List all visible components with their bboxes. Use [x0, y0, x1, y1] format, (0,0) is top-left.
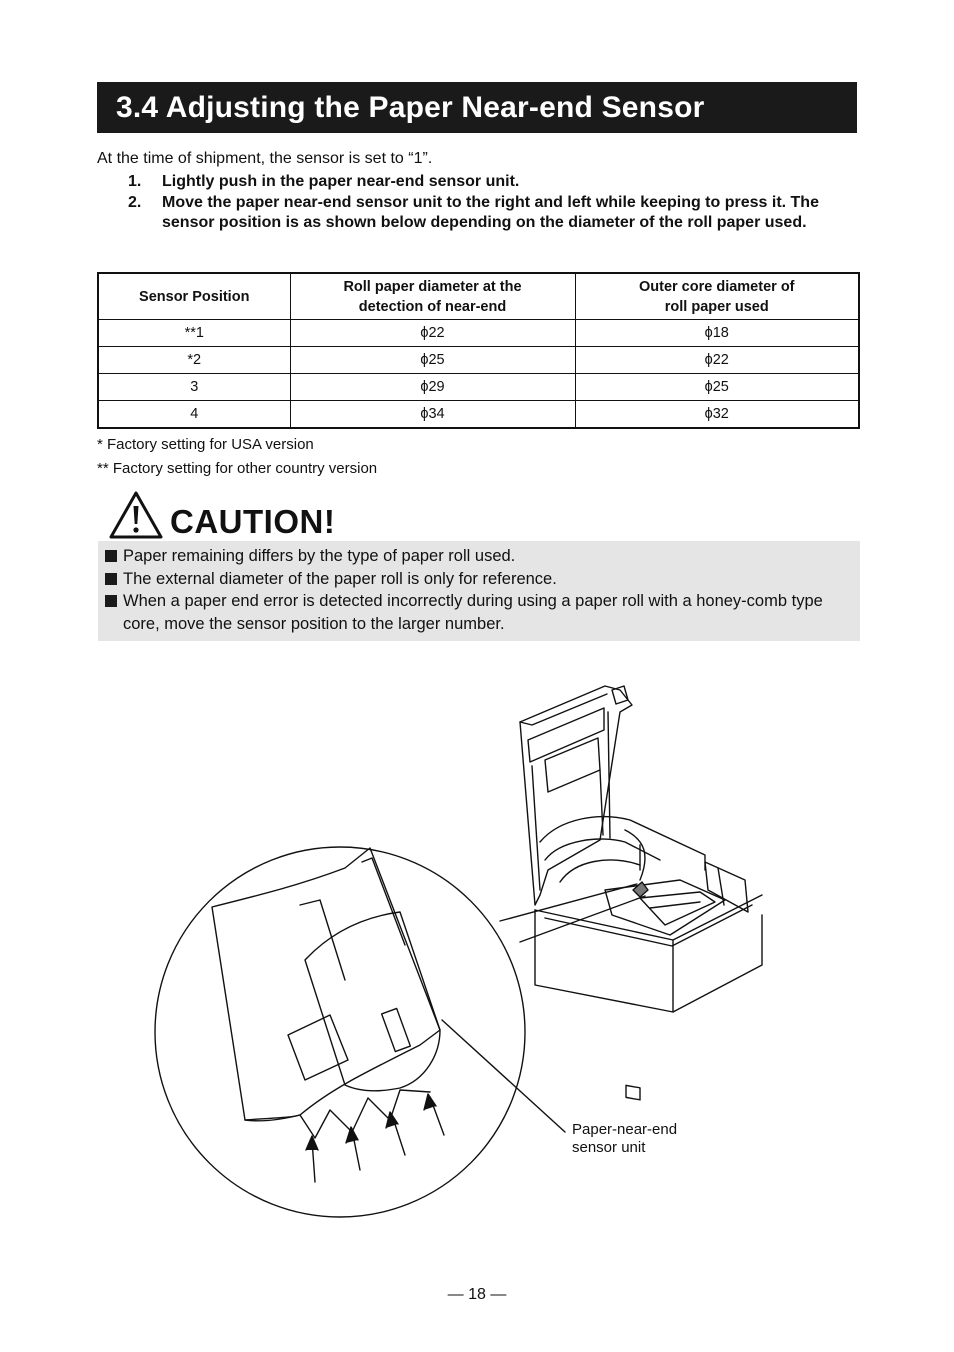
figure-label-line: sensor unit: [572, 1139, 646, 1156]
step-number: 1.: [128, 173, 142, 190]
table-cell: ϕ25: [575, 374, 859, 401]
table-row: [98, 401, 859, 429]
step-2: [128, 193, 838, 234]
figure-label-line: Paper-near-end: [572, 1121, 678, 1138]
step-number: 2.: [128, 193, 142, 211]
footnote-other: ** Factory setting for other country version: [97, 460, 378, 477]
square-bullet-icon: [105, 573, 117, 585]
table-cell: ϕ18: [575, 320, 859, 347]
figure-label: [572, 1121, 677, 1157]
sensor-position-table: [97, 272, 860, 429]
table-cell: 4: [98, 401, 290, 429]
step-text: Move the paper near-end sensor unit to the right and left while keeping to press it. The sensor position is as shown below depending on the diameter of the roll paper used.: [162, 193, 819, 231]
caution-title: CAUTION!: [170, 503, 336, 540]
table-cell: ϕ22: [290, 320, 575, 347]
table-header-row: [98, 273, 859, 320]
caution-text: When a paper end error is detected incorrectly during using a paper roll with a honey-comb type core, move the sensor position to the larger number.: [123, 592, 823, 633]
caution-heading: [108, 484, 335, 540]
intro-text: At the time of shipment, the sensor is set to “1”.: [97, 150, 433, 167]
table-cell: ϕ29: [290, 374, 575, 401]
header-line: Outer core diameter of: [638, 278, 795, 295]
page-number: — 18 —: [447, 1286, 507, 1303]
caution-box: [98, 541, 860, 641]
footnote-usa: * Factory setting for USA version: [97, 436, 314, 453]
table-cell: *2: [98, 347, 290, 374]
section-title: 3.4 Adjusting the Paper Near-end Sensor: [97, 82, 857, 133]
header-roll-diameter: [290, 273, 575, 320]
warning-triangle-icon: [108, 490, 164, 540]
caution-item: [105, 568, 854, 591]
steps-list: [128, 172, 838, 234]
square-bullet-icon: [105, 550, 117, 562]
table-row: [98, 347, 859, 374]
table-row: [98, 374, 859, 401]
square-bullet-icon: [105, 595, 117, 607]
header-sensor-position: Sensor Position: [98, 273, 290, 320]
table-cell: ϕ34: [290, 401, 575, 429]
caution-item: [105, 590, 854, 635]
printer-sensor-illustration: [150, 660, 780, 1220]
header-line: detection of near-end: [358, 298, 507, 315]
table-row: [98, 320, 859, 347]
table-cell: ϕ22: [575, 347, 859, 374]
table-cell: ϕ32: [575, 401, 859, 429]
table-cell: ϕ25: [290, 347, 575, 374]
caution-text: Paper remaining differs by the type of paper roll used.: [123, 547, 516, 565]
caution-item: [105, 545, 854, 568]
step-text: Lightly push in the paper near-end sensor unit.: [162, 173, 520, 190]
table-cell: 3: [98, 374, 290, 401]
table-cell: **1: [98, 320, 290, 347]
caution-text: The external diameter of the paper roll is only for reference.: [123, 569, 557, 588]
step-1: [128, 172, 838, 193]
header-line: Roll paper diameter at the: [343, 278, 522, 295]
header-line: roll paper used: [664, 298, 769, 315]
header-core-diameter: [575, 273, 859, 320]
